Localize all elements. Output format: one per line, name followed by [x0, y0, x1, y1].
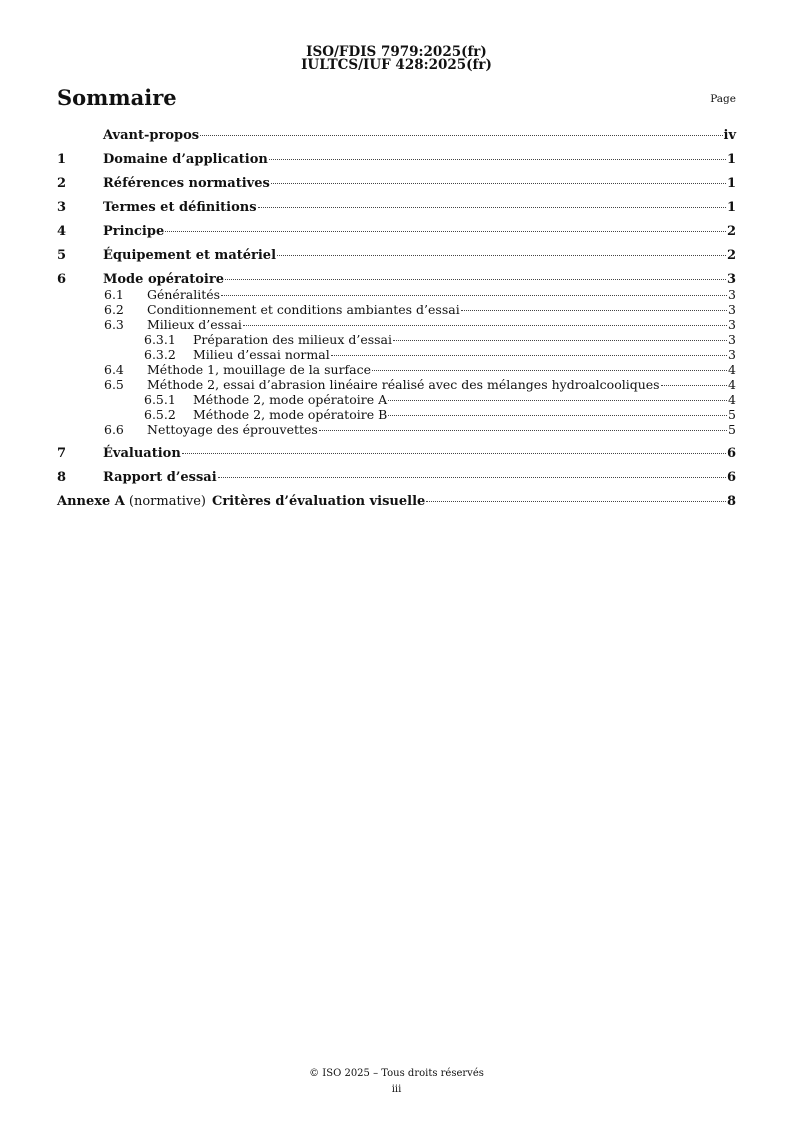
toc-entry-title: Préparation des milieux d’essai	[193, 332, 392, 347]
toc-entry[interactable]	[57, 347, 736, 362]
toc-entry-number: 6.6	[104, 422, 124, 437]
toc-entry[interactable]	[57, 302, 736, 317]
toc-entry-title: Méthode 2, mode opératoire A	[193, 392, 388, 407]
toc-entry-page: 3	[728, 287, 736, 302]
toc-entry-number: Annexe A	[57, 494, 125, 509]
toc-entry-page: 3	[728, 347, 736, 362]
toc-entry-title: Avant-propos	[103, 128, 200, 143]
header-line-1: ISO/FDIS 7979:2025(fr)	[306, 44, 487, 60]
toc-entry-number: 6.3.1	[144, 332, 176, 347]
toc-entry-title: Domaine d’application	[103, 152, 268, 167]
toc-entry-title: Généralités	[147, 287, 221, 302]
toc-dot-leader	[221, 295, 727, 296]
toc-entry-number: 8	[57, 470, 67, 485]
toc-entry-page: 8	[726, 494, 736, 509]
toc-entry-number: 6.3	[104, 317, 124, 332]
toc-entry[interactable]	[57, 176, 736, 191]
toc-dot-leader	[200, 135, 722, 136]
toc-entry-title: Méthode 1, mouillage de la surface	[147, 362, 372, 377]
page-column-label: Page	[710, 93, 736, 105]
toc-entry[interactable]	[57, 317, 736, 332]
page-footer	[0, 1066, 793, 1098]
page-number: iii	[391, 1084, 402, 1095]
toc-dot-leader	[461, 310, 727, 311]
toc-dot-leader	[269, 159, 726, 160]
toc-entry[interactable]	[57, 224, 736, 239]
toc-entry-title: Méthode 2, mode opératoire B	[193, 407, 388, 422]
toc-entry-title: Équipement et matériel	[103, 248, 277, 263]
toc-entry-title: Termes et définitions	[103, 200, 257, 215]
toc-entry-title: Rapport d’essai	[103, 470, 217, 485]
toc-entry-number: 6.4	[104, 362, 124, 377]
toc-dot-leader	[218, 477, 726, 478]
toc-entry[interactable]	[57, 392, 736, 407]
toc-dot-leader	[388, 415, 727, 416]
toc-entry-number: 6.3.2	[144, 347, 176, 362]
toc-entry-page: 3	[728, 317, 736, 332]
toc-entry-page: 1	[726, 176, 736, 191]
table-of-contents	[57, 128, 736, 509]
toc-entry-page: 4	[728, 392, 736, 407]
toc-entry-page: 3	[726, 272, 736, 287]
toc-dot-leader	[331, 355, 727, 356]
toc-entry-number: 6.5	[104, 377, 124, 392]
toc-entry[interactable]	[57, 128, 736, 143]
toc-entry-page: 2	[726, 224, 736, 239]
toc-dot-leader	[258, 207, 726, 208]
toc-entry[interactable]	[57, 377, 736, 392]
toc-entry-page: 4	[728, 362, 736, 377]
title-row	[57, 85, 736, 115]
toc-dot-leader	[319, 430, 727, 431]
toc-dot-leader	[165, 231, 726, 232]
toc-entry-page: 3	[728, 302, 736, 317]
toc-entry-title: Conditionnement et conditions ambiantes d’essai	[147, 302, 460, 317]
toc-entry-page: 1	[726, 152, 736, 167]
toc-dot-leader	[372, 370, 727, 371]
toc-entry[interactable]	[57, 248, 736, 263]
toc-entry-page: 5	[728, 407, 736, 422]
toc-dot-leader	[225, 279, 726, 280]
toc-entry-number: 5	[57, 248, 67, 263]
toc-entry-number: 6.5.1	[144, 392, 176, 407]
toc-entry-title: Milieu d’essai normal	[193, 347, 330, 362]
toc-entry-number: 6	[57, 272, 67, 287]
toc-dot-leader	[393, 340, 727, 341]
toc-entry-page: 1	[726, 200, 736, 215]
toc-dot-leader	[277, 255, 726, 256]
toc-entry-number: 4	[57, 224, 67, 239]
toc-entry-title: Principe	[103, 224, 165, 239]
toc-entry[interactable]	[57, 332, 736, 347]
toc-entry-annex-type: (normative)	[128, 494, 206, 509]
toc-entry[interactable]	[57, 446, 736, 461]
toc-entry[interactable]	[57, 422, 736, 437]
toc-entry[interactable]	[57, 407, 736, 422]
toc-entry-number: 6.1	[104, 287, 124, 302]
toc-entry-page: 4	[728, 377, 736, 392]
toc-entry[interactable]	[57, 272, 736, 287]
toc-dot-leader	[426, 501, 726, 502]
toc-entry-page: iv	[723, 128, 736, 143]
toc-entry[interactable]	[57, 470, 736, 485]
toc-entry-number: 3	[57, 200, 67, 215]
toc-entry-title: Nettoyage des éprouvettes	[147, 422, 318, 437]
header-line-2: IULTCS/IUF 428:2025(fr)	[301, 57, 492, 73]
document-header	[0, 46, 793, 72]
toc-dot-leader	[661, 385, 727, 386]
toc-dot-leader	[271, 183, 726, 184]
toc-entry-title: Méthode 2, essai d’abrasion linéaire réalisé avec des mélanges hydroalcooliques	[147, 377, 660, 392]
toc-entry-number: 7	[57, 446, 67, 461]
toc-entry-title: Références normatives	[103, 176, 270, 191]
toc-entry-page: 5	[728, 422, 736, 437]
toc-entry-page: 6	[726, 470, 736, 485]
copyright-notice: © ISO 2025 – Tous droits réservés	[309, 1068, 484, 1079]
toc-entry-title: Milieux d’essai	[147, 317, 242, 332]
toc-entry-page: 3	[728, 332, 736, 347]
toc-entry-page: 2	[726, 248, 736, 263]
toc-entry[interactable]	[57, 362, 736, 377]
toc-entry-number: 6.2	[104, 302, 124, 317]
toc-entry[interactable]	[57, 152, 736, 167]
toc-dot-leader	[388, 400, 727, 401]
toc-dot-leader	[182, 453, 726, 454]
toc-entry-title: Mode opératoire	[103, 272, 224, 287]
page-title: Sommaire	[57, 85, 177, 110]
toc-entry[interactable]	[57, 494, 736, 509]
toc-entry-number: 1	[57, 152, 67, 167]
toc-dot-leader	[243, 325, 727, 326]
toc-entry[interactable]	[57, 287, 736, 302]
toc-entry-number: 2	[57, 176, 67, 191]
toc-entry-title	[125, 494, 425, 509]
toc-entry[interactable]	[57, 200, 736, 215]
toc-entry-title-text: Critères d’évaluation visuelle	[211, 494, 426, 509]
toc-entry-title: Évaluation	[103, 446, 181, 461]
toc-entry-number: 6.5.2	[144, 407, 176, 422]
toc-entry-page: 6	[726, 446, 736, 461]
